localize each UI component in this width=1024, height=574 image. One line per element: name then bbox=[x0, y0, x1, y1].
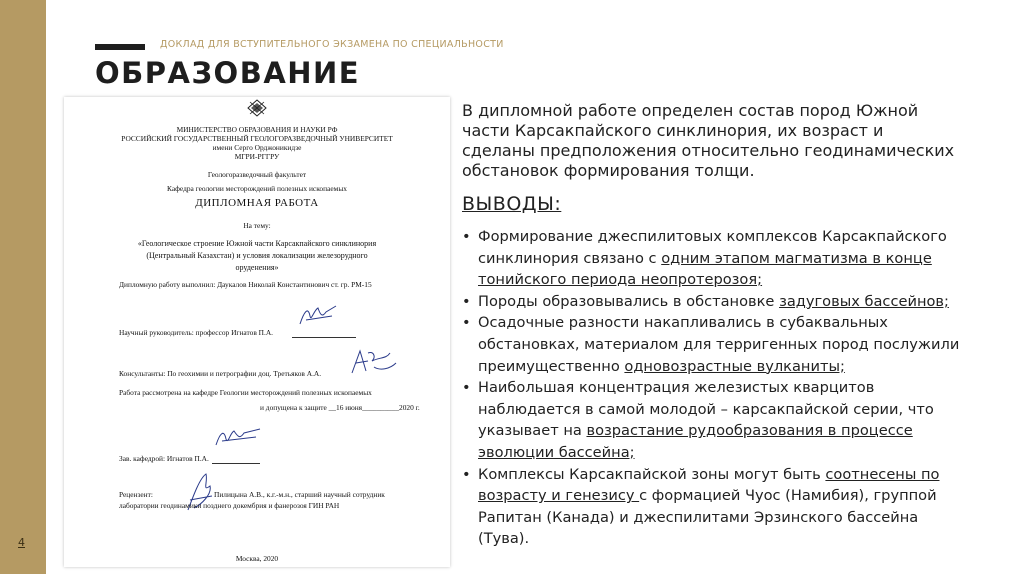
left-accent-band bbox=[0, 0, 46, 574]
doc-head: Зав. кафедрой: Игнатов П.А. bbox=[119, 454, 209, 463]
conclusion-text: Формирование джеспилитовых комплексов Карсакпайского bbox=[478, 228, 947, 245]
doc-topic-line3: оруденения» bbox=[235, 263, 279, 272]
intro-paragraph bbox=[462, 101, 1002, 181]
doc-abbr: МГРИ-РГГРУ bbox=[234, 152, 280, 161]
conclusion-text: указывает на bbox=[478, 422, 587, 440]
conclusion-highlight: одновозрастные вулканиты; bbox=[624, 357, 845, 375]
conclusion-text: обстановках, материалом для терригенных пород послужили bbox=[478, 335, 960, 353]
doc-city-year: Москва, 2020 bbox=[235, 554, 279, 563]
conclusion-text: наблюдается в самой молодой – карсакпайской серии, что bbox=[478, 400, 934, 418]
intro-line: сделаны предположения относительно геодинамических bbox=[462, 141, 955, 160]
conclusion-text: преимущественно bbox=[478, 357, 625, 375]
doc-topic-line1: «Геологическое строение Южной части Карсакпайского синклинория bbox=[137, 239, 377, 248]
doc-department: Кафедра геологии месторождений полезных ископаемых bbox=[167, 184, 347, 193]
doc-admitted: и допущена к защите __16 июня__________2020 г. bbox=[260, 403, 420, 412]
conclusions-heading: ВЫВОДЫ: bbox=[462, 193, 562, 215]
supervisor-signature-icon bbox=[296, 302, 341, 330]
conclusion-item bbox=[462, 464, 1012, 550]
conclusion-text: с формацией Чуос (Намибия), группой bbox=[639, 487, 937, 505]
conclusion-text: Рапитан (Канада) и джеспилитами Эрзинского бассейна bbox=[478, 508, 919, 526]
conclusion-highlight: тонийского периода неопротерозоя; bbox=[478, 271, 763, 289]
conclusion-highlight: соотнесены по bbox=[825, 465, 940, 483]
conclusion-highlight: возрасту и генезису bbox=[478, 487, 640, 505]
intro-line: обстановок формирования толщи. bbox=[462, 161, 755, 180]
doc-consultants: Консультанты: По геохимии и петрографии доц. Третьяков А.А. bbox=[119, 369, 322, 378]
doc-reviewer-line2: лаборатории геодинамики позднего докембрия и фанерозоя ГИН РАН bbox=[119, 501, 340, 510]
head-signature-icon bbox=[212, 423, 264, 451]
conclusion-highlight: возрастание рудообразования в процессе bbox=[586, 422, 913, 440]
consultant-signature-icon bbox=[346, 347, 401, 377]
doc-supervisor: Научный руководитель: профессор Игнатов П.А. bbox=[119, 328, 274, 337]
header-accent-bar bbox=[95, 44, 145, 50]
university-emblem-icon bbox=[247, 99, 267, 117]
doc-title: ДИПЛОМНАЯ РАБОТА bbox=[195, 197, 319, 209]
slide-number: 4 bbox=[18, 536, 25, 549]
doc-topic-line2: (Центральный Казахстан) и условия локализации железорудного bbox=[146, 251, 368, 260]
conclusion-text: Комплексы Карсакпайской зоны могут быть bbox=[478, 465, 826, 483]
conclusion-item bbox=[462, 226, 1012, 291]
head-signature-line bbox=[212, 463, 260, 464]
conclusion-text: (Тува). bbox=[478, 530, 530, 548]
conclusion-item bbox=[462, 312, 1012, 377]
doc-ministry: МИНИСТЕРСТВО ОБРАЗОВАНИЯ И НАУКИ РФ bbox=[176, 125, 338, 134]
conclusion-text: Породы образовывались в обстановке bbox=[478, 292, 780, 310]
conclusion-highlight: эволюции бассейна; bbox=[478, 443, 635, 461]
conclusion-text: Наибольшая концентрация железистых кварцитов bbox=[478, 379, 875, 397]
supervisor-signature-line bbox=[292, 337, 356, 338]
doc-topic-label: На тему: bbox=[243, 221, 271, 230]
slide-title: ОБРАЗОВАНИЕ bbox=[95, 56, 361, 90]
doc-faculty: Геологоразведочный факультет bbox=[207, 170, 307, 179]
intro-line: части Карсакпайского синклинория, их возраст и bbox=[462, 121, 884, 140]
header-subtitle: ДОКЛАД ДЛЯ ВСТУПИТЕЛЬНОГО ЭКЗАМЕНА ПО СПЕЦИАЛЬНОСТИ bbox=[160, 39, 504, 50]
conclusions-list bbox=[462, 226, 1012, 550]
intro-line: В дипломной работе определен состав пород Южной bbox=[462, 101, 919, 120]
doc-university: РОССИЙСКИЙ ГОСУДАРСТВЕННЫЙ ГЕОЛОГОРАЗВЕДОЧНЫЙ УНИВЕРСИТЕТ bbox=[121, 134, 393, 143]
doc-author: Дипломную работу выполнил: Даукалов Николай Константинович ст. гр. РМ-15 bbox=[119, 280, 372, 289]
diploma-title-page bbox=[64, 97, 450, 567]
conclusion-highlight: одним этапом магматизма в конце bbox=[661, 249, 932, 267]
doc-reviewed: Работа рассмотрена на кафедре Геологии месторождений полезных ископаемых bbox=[119, 388, 372, 397]
doc-reviewer-line1: Пилицына А.В., к.г.-м.н., старший научный сотрудник bbox=[214, 490, 385, 499]
conclusion-item bbox=[462, 291, 1012, 313]
conclusion-item bbox=[462, 377, 1012, 463]
conclusion-text: синклинория связано с bbox=[478, 249, 662, 267]
conclusion-highlight: задуговых бассейнов; bbox=[779, 292, 949, 310]
doc-reviewer-label: Рецензент: bbox=[119, 490, 153, 499]
conclusion-text: Осадочные разности накапливались в субаквальных bbox=[478, 314, 888, 332]
doc-named-after: имени Серго Орджоникидзе bbox=[212, 143, 302, 152]
